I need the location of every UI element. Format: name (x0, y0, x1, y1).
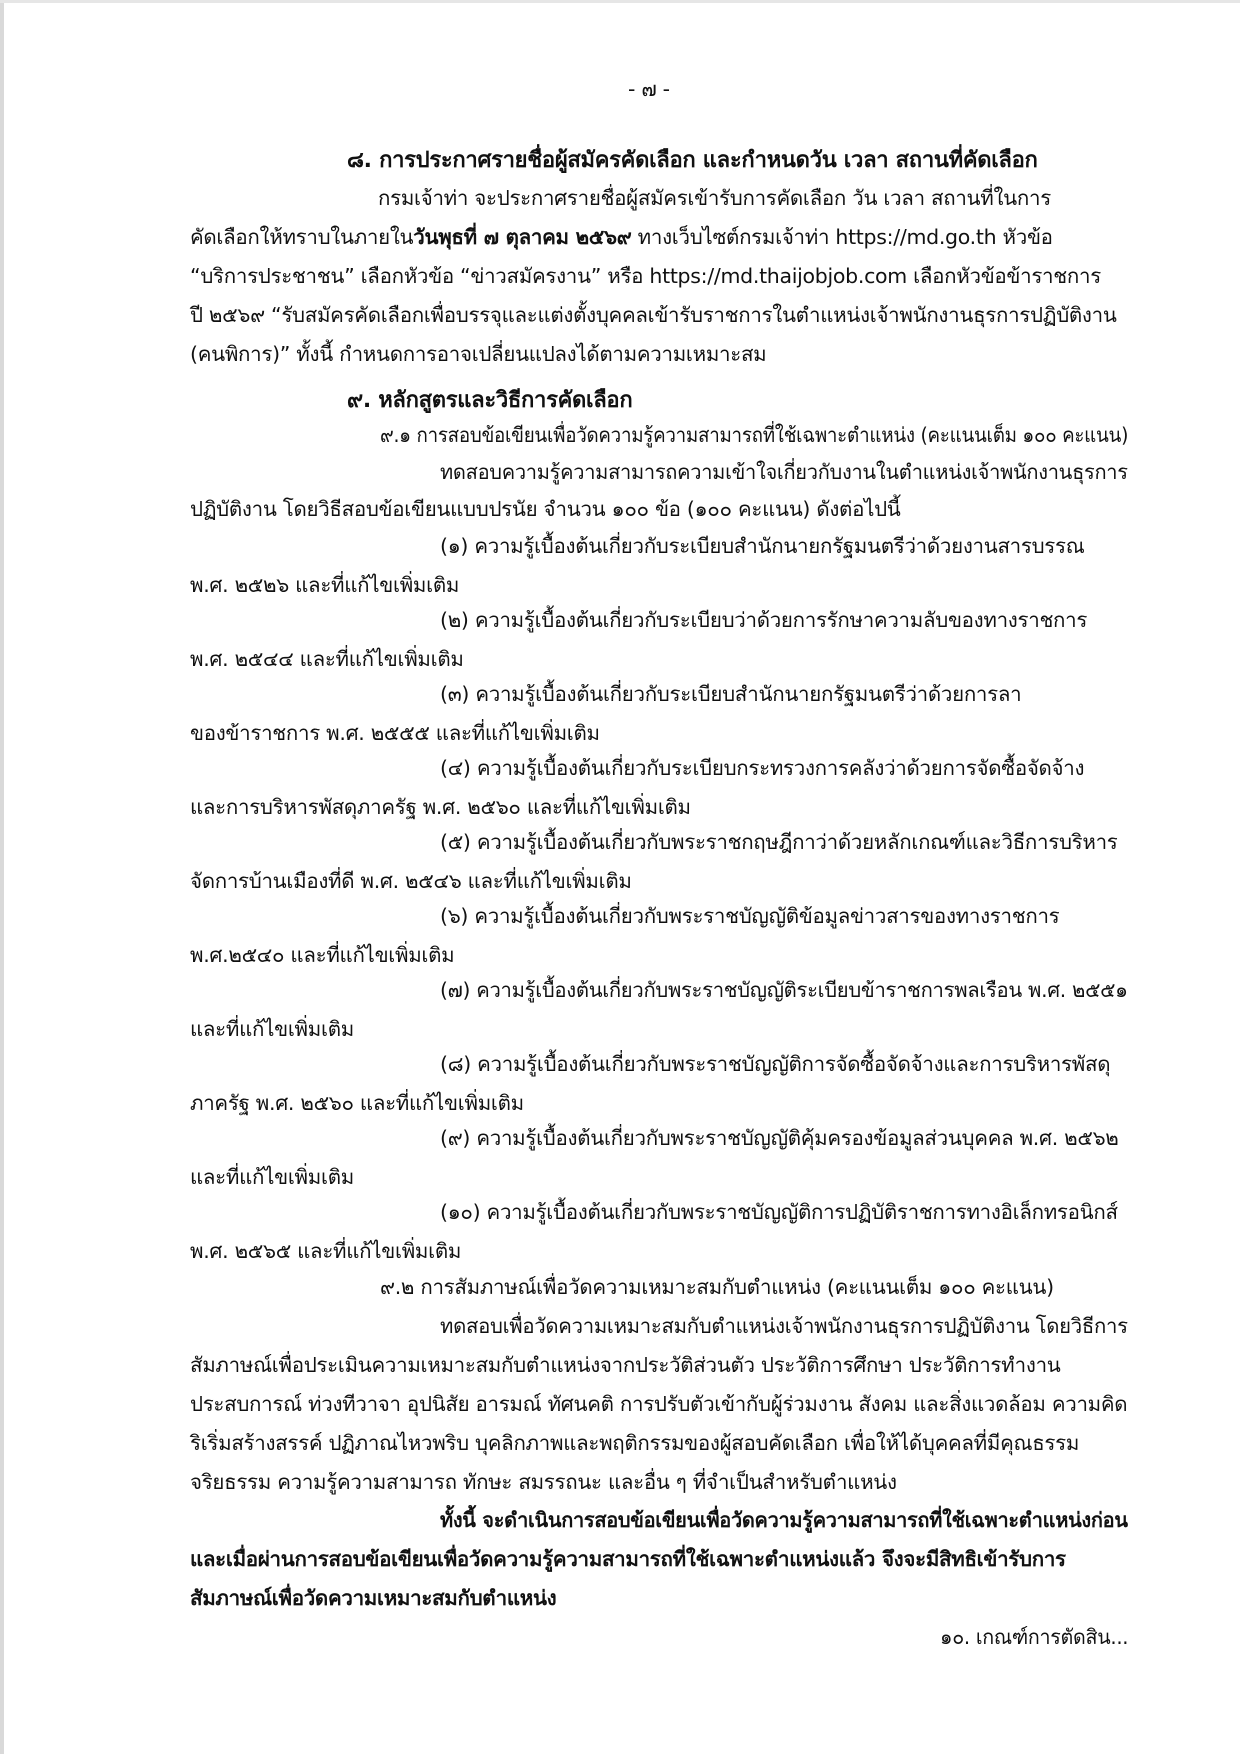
exam-item-1-line-1: (๑) ความรู้เบื้องต้นเกี่ยวกับระเบียบสำนักนายกรัฐมนตรีว่าด้วยงานสารบรรณ (440, 534, 1085, 558)
exam-item-10-line-1: (๑๐) ความรู้เบื้องต้นเกี่ยวกับพระราชบัญญัติการปฏิบัติราชการทางอิเล็กทรอนิกส์ (440, 1200, 1118, 1224)
note-line-3: สัมภาษณ์เพื่อวัดความเหมาะสมกับตำแหน่ง (190, 1586, 557, 1610)
exam-item-7-line-1: (๗) ความรู้เบื้องต้นเกี่ยวกับพระราชบัญญัติระเบียบข้าราชการพลเรือน พ.ศ. ๒๕๕๑ (440, 978, 1128, 1002)
section-8-para-line-3: “บริการประชาชน” เลือกหัวข้อ “ข่าวสมัครงาน” หรือ https://md.thaijobjob.com เลือกหัวข้อข้าราชการ (190, 264, 1101, 288)
exam-item-1-line-2: พ.ศ. ๒๕๒๖ และที่แก้ไขเพิ่มเติม (190, 573, 460, 597)
exam-item-7-line-2: และที่แก้ไขเพิ่มเติม (190, 1017, 354, 1041)
exam-item-2-line-2: พ.ศ. ๒๕๔๔ และที่แก้ไขเพิ่มเติม (190, 647, 464, 671)
continuation-marker: ๑๐. เกณฑ์การตัดสิน... (940, 1625, 1129, 1649)
exam-item-3-line-2: ของข้าราชการ พ.ศ. ๒๕๕๕ และที่แก้ไขเพิ่มเติม (190, 721, 600, 745)
announcement-date: วันพุธที่ ๗ ตุลาคม ๒๕๖๙ (413, 225, 632, 249)
section-9-1-line-2: ปฏิบัติงาน โดยวิธีสอบข้อเขียนแบบปรนัย จำนวน ๑๐๐ ข้อ (๑๐๐ คะแนน) ดังต่อไปนี้ (190, 497, 901, 521)
section-9-2-line-5: จริยธรรม ความรู้ความสามารถ ทักษะ สมรรถนะ และอื่น ๆ ที่จำเป็นสำหรับตำแหน่ง (190, 1470, 897, 1494)
exam-item-5-line-2: จัดการบ้านเมืองที่ดี พ.ศ. ๒๕๔๖ และที่แก้ไขเพิ่มเติม (190, 869, 632, 893)
exam-item-9-line-2: และที่แก้ไขเพิ่มเติม (190, 1165, 354, 1189)
section-8-para-line-1: กรมเจ้าท่า จะประกาศรายชื่อผู้สมัครเข้ารับการคัดเลือก วัน เวลา สถานที่ในการ (378, 186, 1051, 210)
page-number: - ๗ - (628, 77, 670, 101)
exam-item-9-line-1: (๙) ความรู้เบื้องต้นเกี่ยวกับพระราชบัญญัติคุ้มครองข้อมูลส่วนบุคคล พ.ศ. ๒๕๖๒ (440, 1126, 1119, 1150)
exam-item-3-line-1: (๓) ความรู้เบื้องต้นเกี่ยวกับระเบียบสำนักนายกรัฐมนตรีว่าด้วยการลา (440, 682, 1022, 706)
section-8-para-line-2c: ทางเว็บไซต์กรมเจ้าท่า https://md.go.th หัวข้อ (631, 225, 1053, 249)
section-9-heading: ๙. หลักสูตรและวิธีการคัดเลือก (347, 388, 633, 413)
section-9-2-title: ๙.๒ การสัมภาษณ์เพื่อวัดความเหมาะสมกับตำแหน่ง (คะแนนเต็ม ๑๐๐ คะแนน) (380, 1275, 1054, 1299)
section-8-para-line-4: ปี ๒๕๖๙ “รับสมัครคัดเลือกเพื่อบรรจุและแต่งตั้งบุคคลเข้ารับราชการในตำแหน่งเจ้าพนักงานธุรการปฏิบัติงาน (190, 303, 1117, 327)
note-line-2: และเมื่อผ่านการสอบข้อเขียนเพื่อวัดความรู้ความสามารถที่ใช้เฉพาะตำแหน่งแล้ว จึงจะมีสิทธิเข้ารับการ (190, 1547, 1066, 1571)
section-9-1-title: ๙.๑ การสอบข้อเขียนเพื่อวัดความรู้ความสามารถที่ใช้เฉพาะตำแหน่ง (คะแนนเต็ม ๑๐๐ คะแนน) (380, 423, 1129, 447)
exam-item-6-line-1: (๖) ความรู้เบื้องต้นเกี่ยวกับพระราชบัญญัติข้อมูลข่าวสารของทางราชการ (440, 904, 1060, 928)
section-9-1-line-1: ทดสอบความรู้ความสามารถความเข้าใจเกี่ยวกับงานในตำแหน่งเจ้าพนักงานธุรการ (440, 460, 1128, 484)
section-8-heading: ๘. การประกาศรายชื่อผู้สมัครคัดเลือก และกำหนดวัน เวลา สถานที่คัดเลือก (347, 148, 1038, 173)
exam-item-8-line-1: (๘) ความรู้เบื้องต้นเกี่ยวกับพระราชบัญญัติการจัดซื้อจัดจ้างและการบริหารพัสดุ (440, 1052, 1111, 1076)
section-9-2-line-2: สัมภาษณ์เพื่อประเมินความเหมาะสมกับตำแหน่งจากประวัติส่วนตัว ประวัติการศึกษา ประวัติการทำงาน (190, 1353, 1061, 1377)
exam-item-8-line-2: ภาครัฐ พ.ศ. ๒๕๖๐ และที่แก้ไขเพิ่มเติม (190, 1091, 524, 1115)
section-9-2-line-4: ริเริ่มสร้างสรรค์ ปฏิภาณไหวพริบ บุคลิกภาพและพฤติกรรมของผู้สอบคัดเลือก เพื่อให้ได้บุคคลที่มีคุณธรรม (190, 1431, 1080, 1455)
exam-item-10-line-2: พ.ศ. ๒๕๖๕ และที่แก้ไขเพิ่มเติม (190, 1239, 462, 1263)
section-8-para-line-2a: คัดเลือกให้ทราบในภายใน (190, 225, 414, 249)
scan-edge-top (0, 0, 1240, 3)
section-9-2-line-3: ประสบการณ์ ท่วงทีวาจา อุปนิสัย อารมณ์ ทัศนคติ การปรับตัวเข้ากับผู้ร่วมงาน สังคม และสิ่งแวดล้อม ความคิด (190, 1392, 1128, 1416)
exam-item-5-line-1: (๕) ความรู้เบื้องต้นเกี่ยวกับพระราชกฤษฎีกาว่าด้วยหลักเกณฑ์และวิธีการบริหาร (440, 830, 1118, 854)
scan-edge-left (0, 0, 4, 1754)
note-line-1: ทั้งนี้ จะดำเนินการสอบข้อเขียนเพื่อวัดความรู้ความสามารถที่ใช้เฉพาะตำแหน่งก่อน (440, 1508, 1128, 1532)
exam-item-4-line-2: และการบริหารพัสดุภาครัฐ พ.ศ. ๒๕๖๐ และที่แก้ไขเพิ่มเติม (190, 795, 691, 819)
section-8-para-line-2 (190, 226, 1053, 250)
exam-item-4-line-1: (๔) ความรู้เบื้องต้นเกี่ยวกับระเบียบกระทรวงการคลังว่าด้วยการจัดซื้อจัดจ้าง (440, 756, 1085, 780)
section-9-2-line-1: ทดสอบเพื่อวัดความเหมาะสมกับตำแหน่งเจ้าพนักงานธุรการปฏิบัติงาน โดยวิธีการ (440, 1314, 1128, 1338)
exam-item-2-line-1: (๒) ความรู้เบื้องต้นเกี่ยวกับระเบียบว่าด้วยการรักษาความลับของทางราชการ (440, 608, 1088, 632)
exam-item-6-line-2: พ.ศ.๒๕๔๐ และที่แก้ไขเพิ่มเติม (190, 943, 455, 967)
section-8-para-line-5: (คนพิการ)” ทั้งนี้ กำหนดการอาจเปลี่ยนแปลงได้ตามความเหมาะสม (190, 342, 767, 366)
